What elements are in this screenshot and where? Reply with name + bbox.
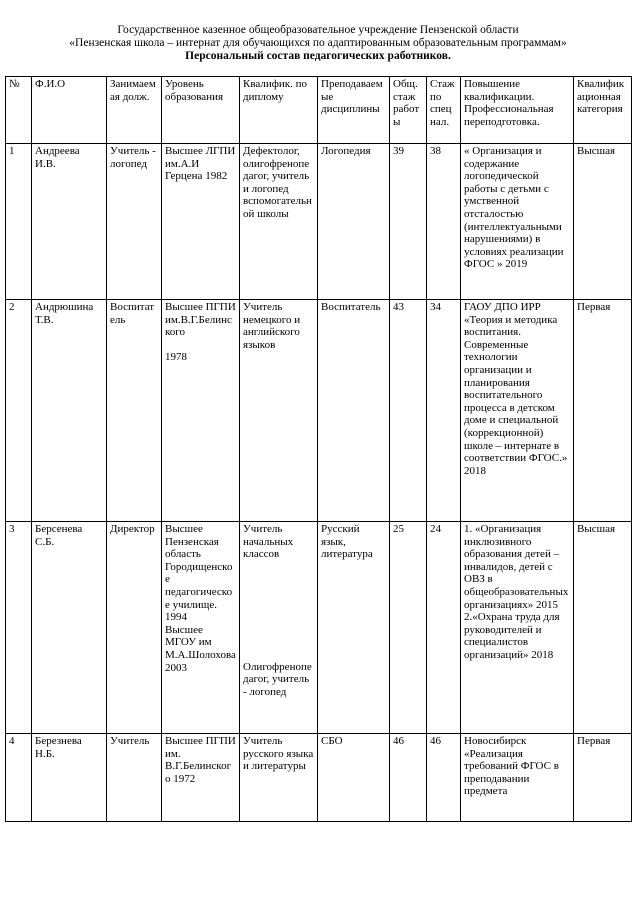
qualification-text: Учитель немецкого и английского языков	[243, 301, 301, 351]
cell-num: 2	[6, 300, 32, 522]
table-row	[6, 522, 632, 734]
col-header-category: Квалификационная категория	[574, 77, 632, 144]
cell-total-exp: 39	[390, 144, 427, 300]
cell-qualification	[240, 522, 318, 734]
education-text: Высшее ЛГПИ им.А.И Герцена 1982	[165, 145, 236, 183]
education-text: Высшее Пензенская область Городищенское педагогическое училище. 1994	[165, 523, 233, 624]
cell-num: 3	[6, 522, 32, 734]
school-name-line: «Пензенская школа – интернат для обучающихся по адаптированным образовательным программам»	[69, 37, 567, 49]
spacer	[165, 339, 236, 351]
cell-training	[461, 522, 574, 734]
cell-total-exp: 43	[390, 300, 427, 522]
cell-disciplines: Русский язык, литература	[318, 522, 390, 734]
cell-category: Первая	[574, 734, 632, 822]
cell-category: Высшая	[574, 522, 632, 734]
table-row	[6, 734, 632, 822]
cell-disciplines: Воспитатель	[318, 300, 390, 522]
table-row	[6, 144, 632, 300]
col-header-training: Повышение квалификации. Профессиональная переподготовка.	[461, 77, 574, 144]
spacer	[243, 611, 314, 661]
cell-total-exp: 25	[390, 522, 427, 734]
cell-num: 4	[6, 734, 32, 822]
cell-total-exp: 46	[390, 734, 427, 822]
cell-disciplines: СБО	[318, 734, 390, 822]
cell-position: Директор	[107, 522, 162, 734]
cell-training	[461, 300, 574, 522]
spacer	[243, 561, 314, 611]
col-header-position: Занимаемая долж.	[107, 77, 162, 144]
cell-education	[162, 734, 240, 822]
cell-position: Учитель - логопед	[107, 144, 162, 300]
col-header-total-exp: Общ. стаж работы	[390, 77, 427, 144]
cell-name: Березнева Н.Б.	[32, 734, 107, 822]
staff-table	[5, 76, 632, 822]
institution-line: Государственное казенное общеобразовательное учреждение Пензенской области	[117, 24, 519, 36]
qualification-text: Учитель русского языка и литературы	[243, 735, 314, 773]
cell-qualification	[240, 300, 318, 522]
training-second: 2.«Охрана труда для руководителей и специалистов организаций» 2018	[464, 611, 560, 661]
training-text: ГАОУ ДПО ИРР «Теория и методика воспитания. Современные технологии организации и планирования воспитательного процесса в детском доме и специальной (коррекционной) школе – интернате в соответствии ФГОС.» 2018	[464, 301, 568, 477]
table-header-row	[6, 77, 632, 144]
cell-training	[461, 734, 574, 822]
training-text: 1. «Организация инклюзивного образования детей – инвалидов, детей с ОВЗ в общеобразовательных организациях» 2015	[464, 523, 569, 611]
education-year: 1978	[165, 350, 187, 363]
qualification-text: Дефектолог, олигофренопедагог, учитель и логопед вспомогательной школы	[243, 145, 312, 220]
qualification-text: Учитель начальных классов	[243, 523, 294, 561]
education-second: Высшее МГОУ им М.А.Шолохова 2003	[165, 623, 236, 674]
cell-education	[162, 144, 240, 300]
cell-spec-exp: 24	[427, 522, 461, 734]
document-header	[0, 24, 636, 63]
education-text: Высшее ПГПИ им.В.Г.Белинского	[165, 301, 236, 339]
training-text: « Организация и содержание логопедической работы с детьми с умственной отсталостью (интеллектуальными нарушениями) в условиях реализации ФГОС » 2019	[464, 145, 564, 271]
training-text: Новосибирск «Реализация требований ФГОС в преподавании предмета	[464, 735, 559, 798]
col-header-name: Ф.И.О	[32, 77, 107, 144]
cell-spec-exp: 34	[427, 300, 461, 522]
document-title: Персональный состав педагогических работников.	[185, 50, 451, 62]
cell-training	[461, 144, 574, 300]
cell-education	[162, 522, 240, 734]
education-text: Высшее ПГПИ им. В.Г.Белинского 1972	[165, 735, 236, 785]
cell-category: Первая	[574, 300, 632, 522]
cell-name: Андрюшина Т.В.	[32, 300, 107, 522]
col-header-num: №	[6, 77, 32, 144]
col-header-spec-exp: Стаж по спец нал.	[427, 77, 461, 144]
cell-qualification	[240, 144, 318, 300]
cell-education	[162, 300, 240, 522]
table-row	[6, 300, 632, 522]
cell-position: Учитель	[107, 734, 162, 822]
col-header-disciplines: Преподаваемые дисциплины	[318, 77, 390, 144]
cell-position: Воспитатель	[107, 300, 162, 522]
col-header-education: Уровень образования	[162, 77, 240, 144]
cell-category: Высшая	[574, 144, 632, 300]
cell-name: Берсенева С.Б.	[32, 522, 107, 734]
col-header-qualification: Квалифик. по диплому	[240, 77, 318, 144]
cell-disciplines: Логопедия	[318, 144, 390, 300]
cell-num: 1	[6, 144, 32, 300]
cell-name: Андреева И.В.	[32, 144, 107, 300]
qualification-second: Олигофренопедагог, учитель - логопед	[243, 660, 312, 698]
cell-spec-exp: 38	[427, 144, 461, 300]
cell-qualification	[240, 734, 318, 822]
cell-spec-exp: 46	[427, 734, 461, 822]
